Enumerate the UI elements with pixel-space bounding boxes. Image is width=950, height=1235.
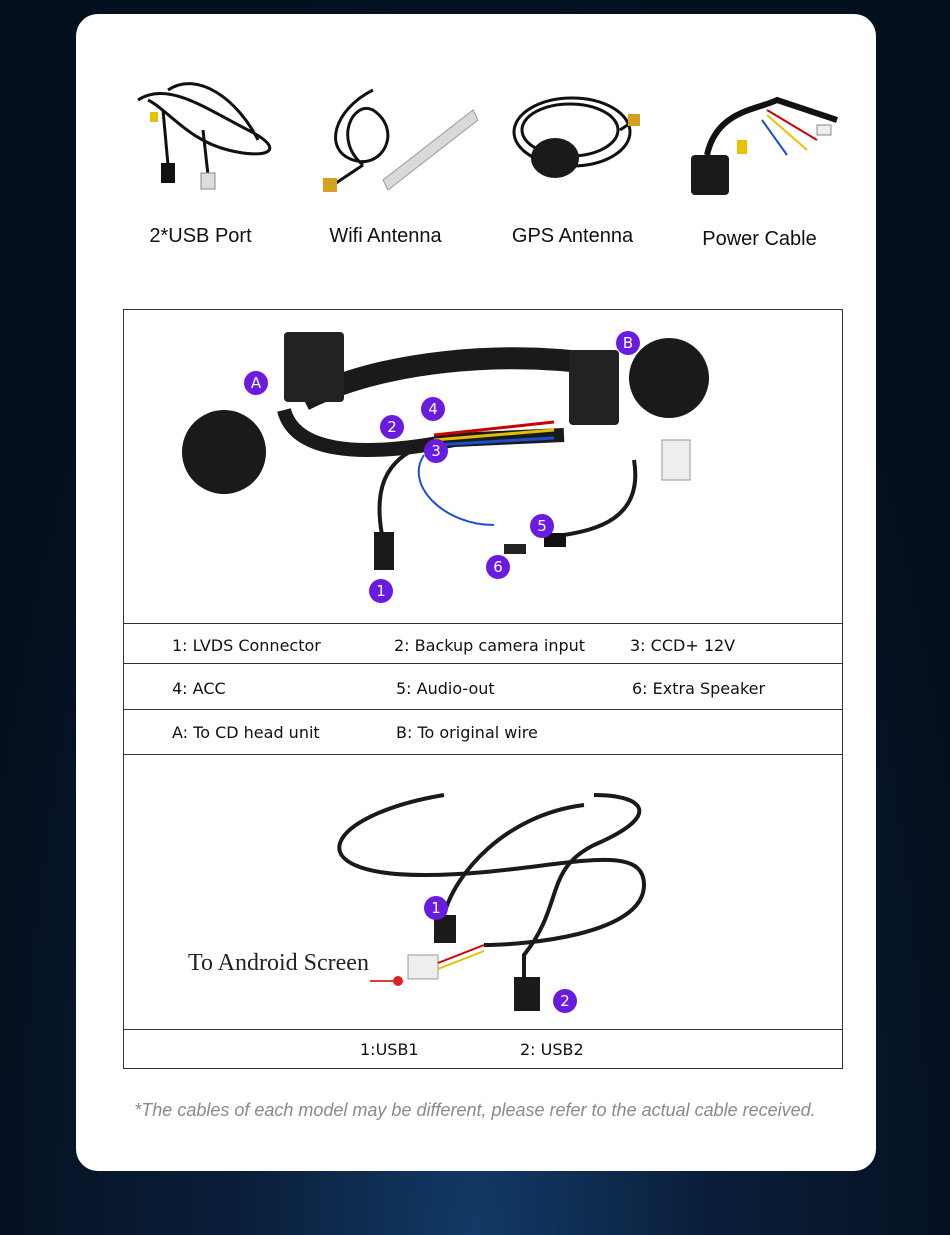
marker-3: 3 [424, 439, 448, 463]
divider [124, 623, 842, 624]
divider [124, 663, 842, 664]
legend-cell: 1: LVDS Connector [172, 636, 321, 655]
usb-legend-cell: 1:USB1 [360, 1040, 419, 1059]
accessory-label: 2*USB Port [149, 225, 252, 247]
wifi-antenna-icon [293, 70, 478, 210]
gps-antenna-icon [480, 70, 665, 210]
usb-marker-2: 2 [553, 989, 577, 1013]
legend-cell: 5: Audio-out [396, 679, 495, 698]
legend-cell: 4: ACC [172, 679, 226, 698]
accessory-label: GPS Antenna [511, 225, 634, 247]
android-screen-label: To Android Screen [188, 950, 369, 976]
marker-6: 6 [486, 555, 510, 579]
wiring-harness-image [124, 310, 842, 623]
accessory-label: Power Cable [702, 228, 817, 250]
usb-cable-icon [108, 70, 293, 210]
legend-cell: B: To original wire [396, 723, 538, 742]
accessory-gps-antenna [480, 70, 665, 270]
accessory-power-cable [667, 70, 852, 270]
divider [124, 709, 842, 710]
legend-cell: A: To CD head unit [172, 723, 320, 742]
usb-cable-image [124, 755, 842, 1029]
accessory-wifi-antenna [293, 70, 478, 270]
legend-cell: 3: CCD+ 12V [630, 636, 736, 655]
usb-marker-1: 1 [424, 896, 448, 920]
legend-cell: 6: Extra Speaker [632, 679, 766, 698]
marker-4: 4 [421, 397, 445, 421]
accessory-label: Wifi Antenna [329, 225, 442, 247]
disclaimer-note: *The cables of each model may be different, please refer to the actual cable received. [134, 1100, 816, 1120]
cable-diagram-frame [123, 309, 843, 1069]
marker-2: 2 [380, 415, 404, 439]
accessory-usb-port [108, 70, 293, 270]
marker-1: 1 [369, 579, 393, 603]
marker-b: B [616, 331, 640, 355]
divider [124, 1029, 842, 1030]
usb-legend-cell: 2: USB2 [520, 1040, 584, 1059]
legend-cell: 2: Backup camera input [394, 636, 586, 655]
marker-5: 5 [530, 514, 554, 538]
power-cable-icon [667, 70, 852, 210]
marker-a: A [244, 371, 268, 395]
